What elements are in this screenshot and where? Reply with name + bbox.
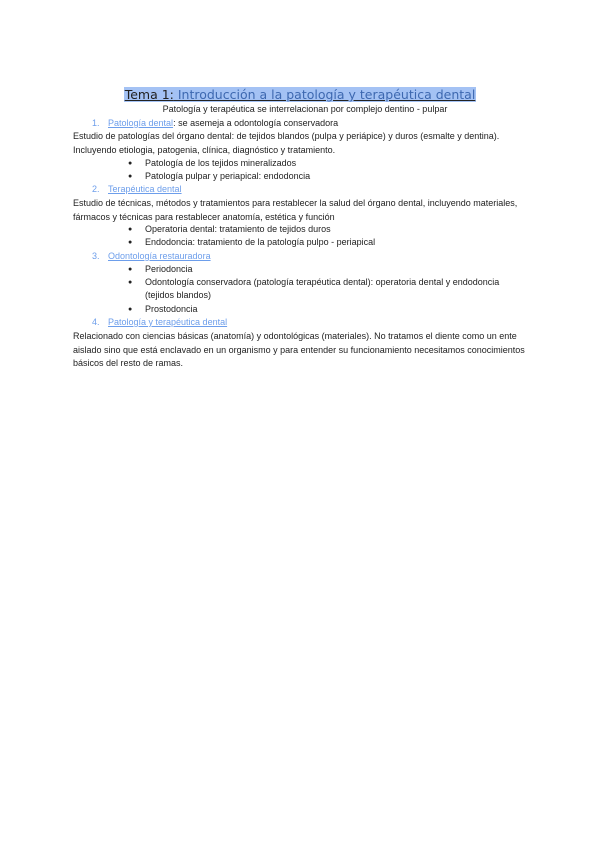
section-3-number: 3.: [92, 251, 100, 261]
section-2-bullet-1: Operatoria dental: tratamiento de tejidos duros: [145, 224, 331, 234]
section-3-bullet-3: Prostodoncia: [145, 304, 198, 314]
section-4-description: Relacionado con ciencias básicas (anatomía) y odontológicas (materiales). No tratamos el diente como un ente aislado sino que está enclavado en un organismo y para entender su funcionamiento necesitamos conocimientos básicos del resto de ramas.: [73, 331, 525, 368]
bullet-icon: ●: [128, 226, 133, 233]
bullet-icon: ●: [128, 173, 133, 180]
section-2-bullet-2: Endodoncia: tratamiento de la patología pulpo - periapical: [145, 237, 376, 247]
section-2-description: Estudio de técnicas, métodos y tratamientos para restablecer la salud del órgano dental, incluyendo materiales, fármacos y técnicas para restablecer anatomía, estética y función: [73, 198, 518, 222]
section-3-heading-link[interactable]: Odontología restauradora: [108, 251, 211, 261]
page-subtitle: Patología y terapéutica se interrelacionan por complejo dentino - pulpar: [162, 104, 448, 114]
section-1-heading-suffix: : se asemeja a odontología conservadora: [173, 118, 339, 128]
section-1-heading-link[interactable]: Patología dental: [108, 118, 174, 128]
section-4-number: 4.: [92, 317, 100, 327]
section-3-bullet-1: Periodoncia: [145, 264, 193, 274]
section-3-heading-line: [108, 250, 211, 263]
bullet-icon: ●: [128, 279, 133, 286]
section-1-description: Estudio de patologías del órgano dental: de tejidos blandos (pulpa y periápice) y duros (esmalte y dentina). Incluyendo etiologia, patogenia, clínica, diagnóstico y tratamiento.: [73, 131, 500, 155]
section-2-number: 2.: [92, 184, 100, 194]
section-2-heading-line: [108, 183, 182, 196]
title-main: Introducción a la patología y terapéutica dental: [173, 87, 476, 102]
bullet-icon: ●: [128, 266, 133, 273]
section-1-heading-line: [108, 117, 338, 130]
bullet-icon: ●: [128, 239, 133, 246]
title-prefix: Tema 1:: [124, 87, 174, 102]
section-3-bullet-2: Odontología conservadora (patología terapéutica dental): operatoria dental y endodoncia (tejidos blandos): [145, 277, 500, 300]
section-4-heading-line: [108, 316, 227, 329]
section-4-heading-link[interactable]: Patología y terapéutica dental: [108, 317, 228, 327]
section-2-heading-link[interactable]: Terapéutica dental: [108, 184, 182, 194]
section-1-bullet-2: Patología pulpar y periapical: endodoncia: [145, 171, 311, 181]
page-title: [124, 87, 477, 102]
section-1-number: 1.: [92, 118, 100, 128]
title-container: [0, 86, 600, 104]
section-1-bullet-1: Patología de los tejidos mineralizados: [145, 158, 297, 168]
bullet-icon: ●: [128, 306, 133, 313]
bullet-icon: ●: [128, 160, 133, 167]
